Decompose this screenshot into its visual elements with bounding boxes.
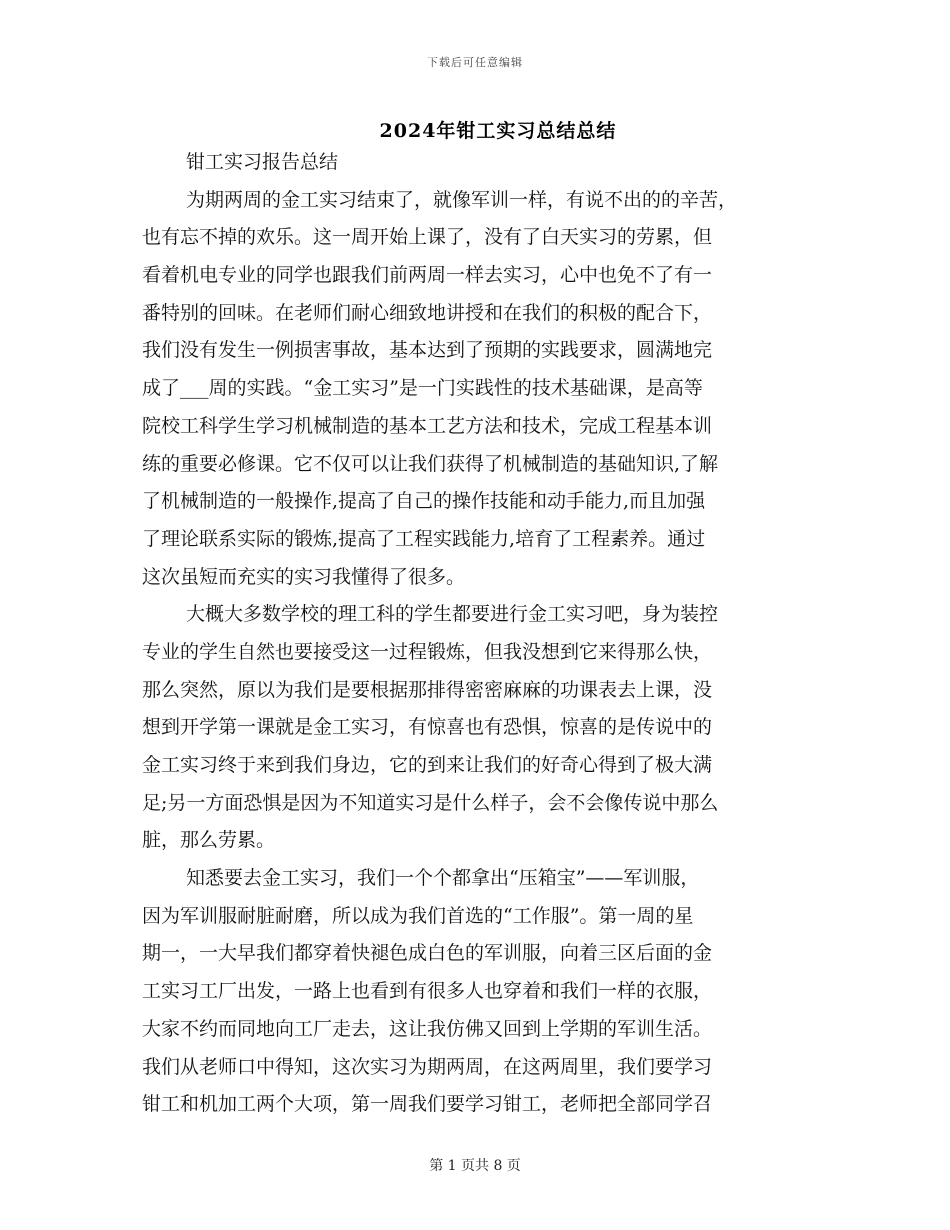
paragraph-line: 专业的学生自然也要接受这一过程锻炼，但我没想到它来得那么快， xyxy=(142,640,713,663)
paragraph-line: 我们没有发生一例损害事故，基本达到了预期的实践要求，圆满地完 xyxy=(142,339,713,362)
paragraph-line: 足;另一方面恐惧是因为不知道实习是什么样子，会不会像传说中那么 xyxy=(142,791,719,814)
paragraph-line: 我们从老师口中得知，这次实习为期两周，在这两周里，我们要学习 xyxy=(142,1055,713,1078)
paragraph-line: 院校工科学生学习机械制造的基本工艺方法和技术，完成工程基本训 xyxy=(142,414,713,437)
paragraph-line: 金工实习终于来到我们身边，它的到来让我们的好奇心得到了极大满 xyxy=(142,754,713,776)
paragraph-first-line: 为期两周的金工实习结束了，就像军训一样，有说不出的的辛苦， xyxy=(186,188,738,211)
paragraph-first-line: 知悉要去金工实习，我们一个个都拿出“压箱宝”——军训服， xyxy=(186,867,700,890)
paragraph-line: 因为军训服耐脏耐磨，所以成为我们首选的“工作服”。第一周的星 xyxy=(142,904,694,927)
paragraph-line: 工实习工厂出发，一路上也看到有很多人也穿着和我们一样的衣服， xyxy=(142,980,713,1003)
paragraph-line: 也有忘不掉的欢乐。这一周开始上课了，没有了白天实习的劳累，但 xyxy=(142,226,713,249)
paragraph-line: 了机械制造的一般操作,提高了自己的操作技能和动手能力,而且加强 xyxy=(142,490,706,513)
paragraph-line: 想到开学第一课就是金工实习，有惊喜也有恐惧，惊喜的是传说中的 xyxy=(142,716,713,739)
paragraph-line: 这次虽短而充实的实习我懂得了很多。 xyxy=(142,565,466,588)
paragraph-line: 成了___周的实践。“金工实习”是一门实践性的技术基础课，是高等 xyxy=(142,377,703,400)
paragraph-first-line: 钳工实习报告总结 xyxy=(186,151,339,173)
paragraph-line: 大家不约而同地向工厂走去，这让我仿佛又回到上学期的军训生活。 xyxy=(142,1017,713,1040)
paragraph-line: 那么突然，原以为我们是要根据那排得密密麻麻的功课表去上课，没 xyxy=(142,678,713,701)
paragraph-line: 看着机电专业的同学也跟我们前两周一样去实习，心中也免不了有一 xyxy=(142,264,713,287)
header-note: 下载后可任意编辑 xyxy=(427,56,523,69)
paragraph-line: 了理论联系实际的锻炼,提高了工程实践能力,培育了工程素养。通过 xyxy=(142,527,706,550)
page-footer: 第 1 页共 8 页 xyxy=(429,1158,521,1174)
paragraph-line: 练的重要必修课。它不仅可以让我们获得了机械制造的基础知识,了解 xyxy=(142,452,719,475)
paragraph-line: 番特别的回味。在老师们耐心细致地讲授和在我们的积极的配合下， xyxy=(142,301,713,324)
paragraph-line: 钳工和机加工两个大项，第一周我们要学习钳工，老师把全部同学召 xyxy=(142,1093,713,1116)
document-title: 2024年钳工实习总结总结 xyxy=(379,120,617,142)
document-body xyxy=(142,144,812,1124)
paragraph-line: 期一，一大早我们都穿着快褪色成白色的军训服，向着三区后面的金 xyxy=(142,942,713,965)
paragraph-first-line: 大概大多数学校的理工科的学生都要进行金工实习吧，身为装控 xyxy=(186,603,719,626)
paragraph-line: 脏，那么劳累。 xyxy=(142,829,276,852)
